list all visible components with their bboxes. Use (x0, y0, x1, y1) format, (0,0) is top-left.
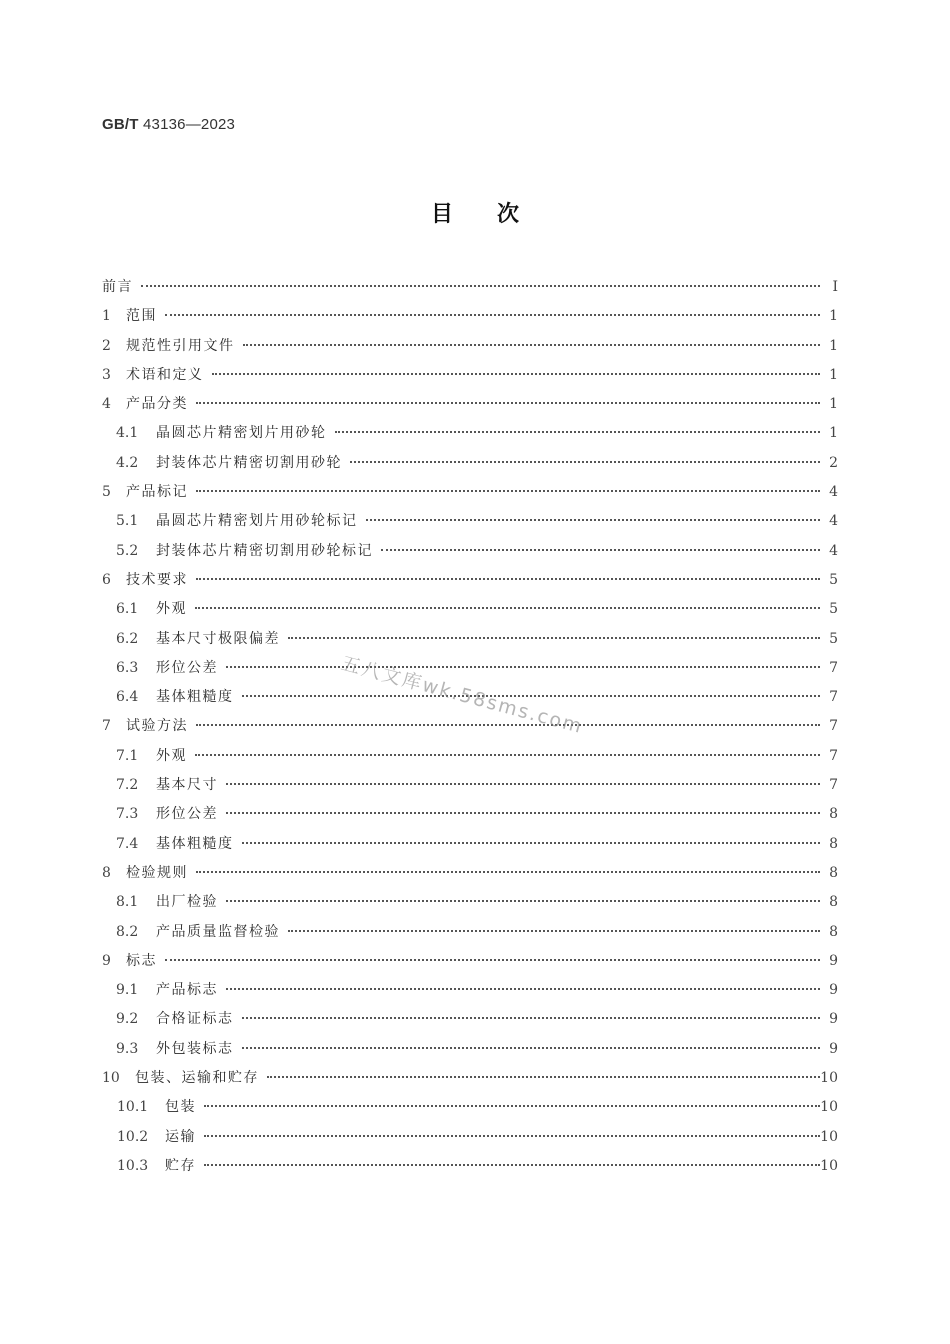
toc-entry-page: 5 (829, 571, 838, 588)
toc-entry[interactable] (102, 1064, 838, 1093)
toc-entry-number: 2 (102, 337, 111, 354)
toc-entry-page: 9 (829, 952, 838, 969)
toc-entry-page: 10 (820, 1099, 838, 1116)
toc-entry[interactable] (102, 888, 838, 917)
toc-entry-number: 7.2 (116, 777, 139, 794)
toc-entry-page: 1 (829, 308, 838, 325)
toc-entry-page: 4 (829, 513, 838, 530)
toc-entry-page: 1 (829, 366, 838, 383)
toc-entry-label: 封装体芯片精密切割用砂轮标记 (156, 542, 373, 559)
toc-entry[interactable] (102, 478, 838, 507)
toc-entry[interactable] (102, 683, 838, 712)
toc-entry[interactable] (102, 712, 838, 741)
toc-entry-number: 8.2 (116, 923, 139, 940)
toc-entry-label: 前言 (102, 279, 133, 295)
dot-leader (226, 812, 820, 814)
dot-leader (195, 607, 820, 609)
toc-entry-number: 4 (102, 396, 111, 413)
toc-entry-label: 检验规则 (126, 864, 188, 881)
toc-entry-page: 8 (829, 894, 838, 911)
toc-entry[interactable] (102, 507, 838, 536)
toc-entry-label: 外观 (156, 601, 187, 618)
toc-entry-label: 基本尺寸 (156, 777, 218, 794)
toc-entry[interactable] (102, 859, 838, 888)
toc-entry-number: 5.2 (116, 542, 139, 559)
dot-leader (288, 637, 820, 639)
toc-entry-label: 形位公差 (156, 659, 218, 676)
toc-entry-number: 7.4 (116, 835, 139, 852)
toc-entry-page: 9 (829, 982, 838, 999)
toc-entry-label: 基体粗糙度 (156, 689, 234, 706)
page-title: 目次 (430, 202, 563, 227)
toc-entry-page: 10 (820, 1157, 838, 1174)
dot-leader (242, 842, 821, 844)
dot-leader (196, 490, 820, 492)
toc-entry-label: 规范性引用文件 (126, 337, 235, 354)
toc-entry-label: 技术要求 (126, 571, 188, 588)
toc-entry-number: 6.3 (116, 659, 139, 676)
toc-entry-page: 8 (829, 864, 838, 881)
dot-leader (195, 754, 820, 756)
toc-entry-number: 9 (102, 952, 111, 969)
toc-entry-number: 4.1 (116, 425, 139, 442)
dot-leader (196, 871, 820, 873)
toc-entry-number: 7.1 (116, 747, 139, 764)
toc-entry[interactable] (102, 654, 838, 683)
dot-leader (242, 695, 821, 697)
dot-leader (242, 1047, 821, 1049)
toc-entry-number: 7.3 (116, 806, 139, 823)
dot-leader (196, 578, 820, 580)
toc-entry[interactable] (102, 771, 838, 800)
toc-entry[interactable] (102, 800, 838, 829)
toc-entry[interactable] (102, 918, 838, 947)
dot-leader (366, 519, 821, 521)
toc-entry-number: 10.2 (117, 1128, 149, 1145)
dot-leader (350, 461, 820, 463)
toc-entry[interactable] (102, 566, 838, 595)
toc-entry-page: 8 (829, 835, 838, 852)
toc-entry-label: 基体粗糙度 (156, 835, 234, 852)
toc-entry-label: 产品质量监督检验 (156, 923, 280, 940)
toc-entry-label: 晶圆芯片精密划片用砂轮标记 (156, 513, 358, 530)
toc-entry[interactable] (102, 1035, 838, 1064)
toc-entry[interactable] (102, 1093, 838, 1122)
toc-entry-page: I (832, 279, 838, 295)
toc-entry-label: 合格证标志 (156, 1011, 234, 1028)
toc-entry-page: 7 (829, 747, 838, 764)
toc-entry[interactable] (102, 830, 838, 859)
toc-entry-label: 试验方法 (126, 718, 188, 735)
toc-entry[interactable] (102, 976, 838, 1005)
dot-leader (242, 1017, 821, 1019)
toc-entry-page: 7 (829, 718, 838, 735)
toc-entry[interactable] (102, 361, 838, 390)
standard-code (102, 116, 235, 133)
toc-entry-page: 9 (829, 1040, 838, 1057)
toc-entry-number: 5.1 (116, 513, 139, 530)
toc-entry-label: 运输 (165, 1128, 196, 1145)
toc-entry[interactable] (102, 742, 838, 771)
toc-entry-page: 5 (829, 630, 838, 647)
toc-entry-number: 3 (102, 366, 111, 383)
standard-number: 43136—2023 (143, 116, 236, 133)
toc-entry[interactable] (102, 302, 838, 331)
toc-entry-label: 晶圆芯片精密划片用砂轮 (156, 425, 327, 442)
toc-entry-number: 4.2 (116, 454, 139, 471)
toc-entry-label: 产品标记 (126, 484, 188, 501)
toc-entry-page: 4 (829, 542, 838, 559)
toc-entry[interactable] (102, 449, 838, 478)
dot-leader (243, 344, 821, 346)
watermark: 五八文库wk.58sms.com (338, 652, 586, 739)
dot-leader (165, 314, 820, 316)
toc-entry-number: 5 (102, 484, 111, 501)
toc-entry-label: 贮存 (165, 1157, 196, 1174)
toc-entry-number: 1 (102, 308, 111, 325)
toc-entry-page: 9 (829, 1011, 838, 1028)
dot-leader (226, 900, 820, 902)
toc-entry[interactable] (102, 332, 838, 361)
toc-entry[interactable] (102, 390, 838, 419)
toc-entry-number: 6.4 (116, 689, 139, 706)
toc-entry[interactable] (102, 1005, 838, 1034)
toc-entry-page: 1 (829, 425, 838, 442)
toc-entry[interactable] (102, 419, 838, 448)
toc-entry-label: 术语和定义 (126, 366, 204, 383)
dot-leader (141, 285, 820, 287)
toc-entry[interactable] (102, 595, 838, 624)
toc-entry-page: 2 (829, 454, 838, 471)
toc-entry[interactable] (102, 537, 838, 566)
toc-entry-number: 7 (102, 718, 111, 735)
toc-entry-number: 8 (102, 864, 111, 881)
dot-leader (204, 1164, 820, 1166)
toc-entry-page: 10 (820, 1070, 838, 1087)
toc-entry-number: 6 (102, 571, 111, 588)
dot-leader (204, 1135, 820, 1137)
toc-entry-label: 基本尺寸极限偏差 (156, 630, 280, 647)
toc-entry[interactable] (102, 1123, 838, 1152)
dot-leader (196, 724, 820, 726)
dot-leader (381, 549, 820, 551)
toc-entry-number: 10.1 (117, 1099, 149, 1116)
toc-entry-label: 外观 (156, 747, 187, 764)
dot-leader (267, 1076, 820, 1078)
dot-leader (165, 959, 820, 961)
dot-leader (204, 1105, 820, 1107)
toc-entry-label: 出厂检验 (156, 894, 218, 911)
dot-leader (226, 666, 820, 668)
toc-entry[interactable] (102, 625, 838, 654)
toc-entry[interactable] (102, 273, 838, 302)
toc-entry-number: 9.1 (116, 982, 139, 999)
toc-entry-page: 4 (829, 484, 838, 501)
toc-entry-number: 10 (102, 1070, 120, 1087)
toc-entry-page: 7 (829, 777, 838, 794)
toc-entry-page: 7 (829, 659, 838, 676)
toc-entry-number: 6.1 (116, 601, 139, 618)
toc-entry-page: 1 (829, 396, 838, 413)
dot-leader (335, 431, 821, 433)
toc-entry[interactable] (102, 1152, 838, 1181)
dot-leader (226, 988, 820, 990)
toc-entry-page: 1 (829, 337, 838, 354)
toc-entry-page: 10 (820, 1128, 838, 1145)
dot-leader (212, 373, 821, 375)
toc-entry-page: 5 (829, 601, 838, 618)
toc-entry-page: 7 (829, 689, 838, 706)
toc-entry-label: 范围 (126, 308, 157, 325)
toc-entry-label: 形位公差 (156, 806, 218, 823)
toc-entry-label: 标志 (126, 952, 157, 969)
dot-leader (226, 783, 820, 785)
toc-entry-number: 9.2 (116, 1011, 139, 1028)
toc-entry-page: 8 (829, 806, 838, 823)
toc-entry-number: 10.3 (117, 1157, 149, 1174)
toc-entry-number: 6.2 (116, 630, 139, 647)
toc-entry-label: 包装 (165, 1099, 196, 1116)
toc-entry[interactable] (102, 947, 838, 976)
toc-entry-label: 封装体芯片精密切割用砂轮 (156, 454, 342, 471)
dot-leader (196, 402, 820, 404)
toc-entry-label: 包装、运输和贮存 (135, 1070, 259, 1087)
table-of-contents (102, 273, 838, 1181)
dot-leader (288, 930, 820, 932)
toc-entry-label: 外包装标志 (156, 1040, 234, 1057)
toc-entry-label: 产品分类 (126, 396, 188, 413)
toc-entry-label: 产品标志 (156, 982, 218, 999)
toc-entry-page: 8 (829, 923, 838, 940)
toc-entry-number: 8.1 (116, 894, 139, 911)
toc-entry-number: 9.3 (116, 1040, 139, 1057)
standard-prefix: GB/T (102, 116, 139, 133)
